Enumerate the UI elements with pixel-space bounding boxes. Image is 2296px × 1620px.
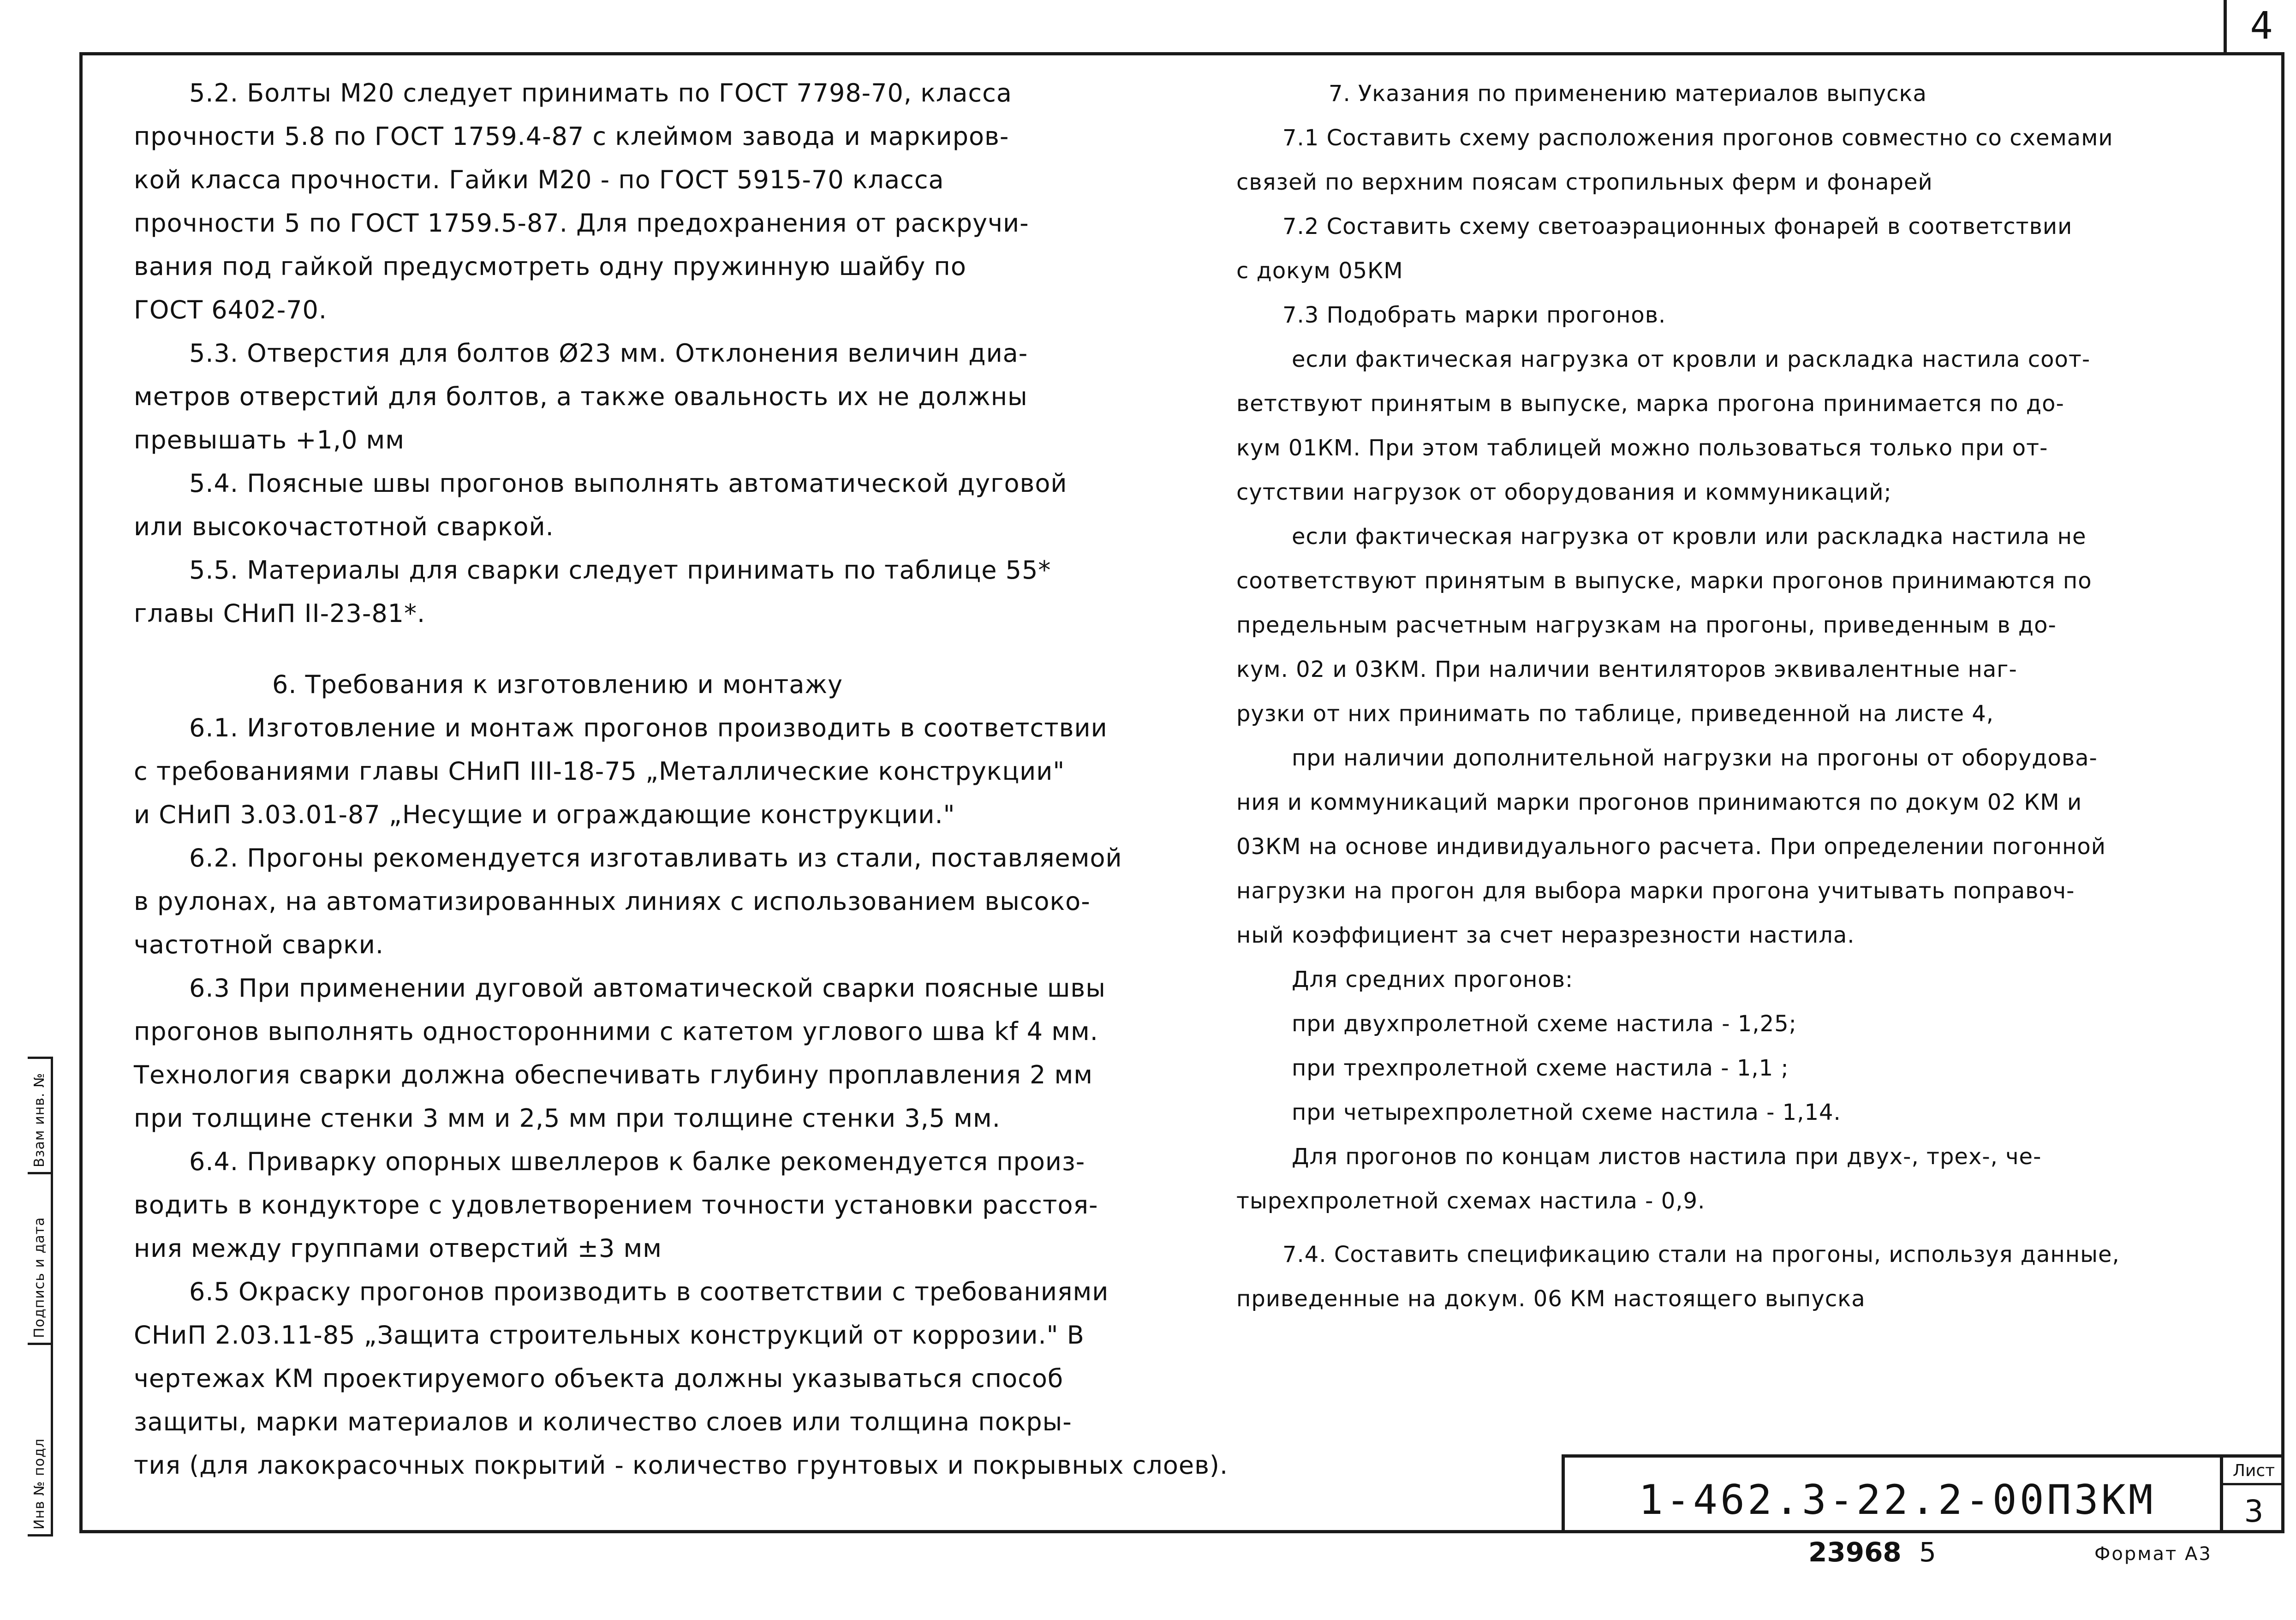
- text-line: кой класса прочности. Гайки М20 - по ГОСТ 5915-70 класса: [134, 165, 944, 194]
- text-line: тия (для лакокрасочных покрытий - количество грунтовых и покрывных слоев).: [134, 1451, 1229, 1480]
- title-block: [1562, 1454, 2284, 1533]
- section-heading: 7. Указания по применению материалов выпуска: [1329, 81, 1927, 107]
- paper-format: Формат А3: [2094, 1543, 2212, 1565]
- text-line: частотной сварки.: [134, 930, 384, 959]
- text-line: соответствуют принятым в выпуске, марки прогонов принимаются по: [1236, 568, 2092, 594]
- text-line: 03КМ на основе индивидуального расчета. При определении погонной: [1236, 834, 2106, 860]
- text-line: рузки от них принимать по таблице, приведенной на листе 4,: [1236, 701, 1994, 727]
- text-line: 5.4. Поясные швы прогонов выполнять автоматической дуговой: [189, 469, 1067, 498]
- text-line: 6.4. Приварку опорных швеллеров к балке рекомендуется произ-: [189, 1147, 1085, 1176]
- text-line: главы СНиП II-23-81*.: [134, 599, 426, 628]
- text-line: связей по верхним поясам стропильных ферм и фонарей: [1236, 169, 1933, 195]
- vertical-stamp-column: [28, 1057, 53, 1536]
- text-line: защиты, марки материалов и количество слоев или толщина покры-: [134, 1407, 1072, 1436]
- text-line: и СНиП 3.03.01-87 „Несущие и ограждающие конструкции.": [134, 800, 955, 829]
- text-line: кум 01КМ. При этом таблицей можно пользоваться только при от-: [1236, 435, 2048, 461]
- text-line: прогонов выполнять односторонними с катетом углового шва kf 4 мм.: [134, 1017, 1098, 1046]
- text-line: приведенные на докум. 06 КМ настоящего выпуска: [1236, 1286, 1866, 1312]
- text-line: сутствии нагрузок от оборудования и коммуникаций;: [1236, 479, 1892, 505]
- text-line: 7.4. Составить спецификацию стали на прогоны, используя данные,: [1282, 1242, 2120, 1267]
- text-line: с докум 05КМ: [1236, 258, 1403, 284]
- footer-mid-number: 5: [1919, 1536, 1936, 1568]
- text-line: в рулонах, на автоматизированных линиях с использованием высоко-: [134, 887, 1091, 916]
- text-line: ния между группами отверстий ±3 мм: [134, 1234, 662, 1263]
- text-line: 6.3 При применении дуговой автоматической сварки поясные швы: [189, 974, 1106, 1003]
- sheet-label: Лист: [2223, 1461, 2284, 1485]
- text-line: 5.5. Материалы для сварки следует принимать по таблице 55*: [189, 556, 1051, 585]
- text-line: при трехпролетной схеме настила - 1,1 ;: [1292, 1055, 1789, 1081]
- text-line: при четырехпролетной схеме настила - 1,14.: [1292, 1100, 1841, 1125]
- text-line: ния и коммуникаций марки прогонов принимаются по докум 02 КМ и: [1236, 789, 2082, 815]
- text-line: если фактическая нагрузка от кровли или раскладка настила не: [1292, 524, 2087, 550]
- text-line: или высокочастотной сваркой.: [134, 512, 554, 541]
- text-line: Для прогонов по концам листов настила при двух-, трех-, че-: [1292, 1144, 2042, 1170]
- sheet-cell: [2220, 1458, 2284, 1533]
- text-line: 5.3. Отверстия для болтов Ø23 мм. Отклонения величин диа-: [189, 339, 1028, 368]
- text-line: ветствуют принятым в выпуске, марка прогона принимается по до-: [1236, 391, 2064, 417]
- text-line: 6.2. Прогоны рекомендуется изготавливать из стали, поставляемой: [189, 843, 1122, 873]
- text-line: чертежах КМ проектируемого объекта должны указываться способ: [134, 1364, 1064, 1393]
- stamp-inventory-label: Инв № подл: [31, 1438, 48, 1530]
- text-line: СНиП 2.03.11-85 „Защита строительных конструкций от коррозии." В: [134, 1321, 1085, 1350]
- inventory-number: 23968: [1808, 1536, 1902, 1568]
- text-line: прочности 5.8 по ГОСТ 1759.4-87 с клеймом завода и маркиров-: [134, 122, 1009, 151]
- text-line: водить в кондукторе с удовлетворением точности установки расстоя-: [134, 1190, 1098, 1219]
- text-line: кум. 02 и 03КМ. При наличии вентиляторов эквивалентные наг-: [1236, 657, 2017, 682]
- text-line: 5.2. Болты М20 следует принимать по ГОСТ 7798-70, класса: [189, 78, 1012, 108]
- text-line: Для средних прогонов:: [1292, 967, 1574, 992]
- stamp-replacement-inventory-label: Взам инв. №: [31, 1072, 48, 1167]
- text-line: при двухпролетной схеме настила - 1,25;: [1292, 1011, 1797, 1037]
- text-line: с требованиями главы СНиП III-18-75 „Металлические конструкции": [134, 757, 1065, 786]
- text-line: предельным расчетным нагрузкам на прогоны, приведенным в до-: [1236, 612, 2057, 638]
- text-line: 7.3 Подобрать марки прогонов.: [1282, 302, 1666, 328]
- text-line: превышать +1,0 мм: [134, 425, 405, 454]
- section-heading: 6. Требования к изготовлению и монтажу: [272, 670, 843, 699]
- text-line: 7.2 Составить схему светоаэрационных фонарей в соответствии: [1282, 214, 2073, 239]
- text-line: тырехпролетной схемах настила - 0,9.: [1236, 1188, 1706, 1214]
- text-line: 6.1. Изготовление и монтаж прогонов производить в соответствии: [189, 713, 1108, 742]
- text-line: прочности 5 по ГОСТ 1759.5-87. Для предохранения от раскручи-: [134, 209, 1029, 238]
- text-line: если фактическая нагрузка от кровли и раскладка настила соот-: [1292, 347, 2091, 372]
- text-line: 7.1 Составить схему расположения прогонов совместно со схемами: [1282, 125, 2113, 151]
- text-line: метров отверстий для болтов, а также овальность их не должны: [134, 382, 1028, 411]
- text-line: при толщине стенки 3 мм и 2,5 мм при толщине стенки 3,5 мм.: [134, 1104, 1001, 1133]
- text-line: при наличии дополнительной нагрузки на прогоны от оборудова-: [1292, 745, 2098, 771]
- document-code: 1-462.3-22.2-00ПЗКМ: [1639, 1476, 2156, 1524]
- text-line: Технология сварки должна обеспечивать глубину проплавления 2 мм: [134, 1060, 1093, 1089]
- text-line: вания под гайкой предусмотреть одну пружинную шайбу по: [134, 252, 966, 281]
- text-line: нагрузки на прогон для выбора марки прогона учитывать поправоч-: [1236, 878, 2075, 904]
- corner-sheet-number: 4: [2224, 0, 2296, 52]
- stamp-signature-date-label: Подпись и дата: [31, 1217, 48, 1338]
- text-line: ный коэффициент за счет неразрезности настила.: [1236, 922, 1855, 948]
- text-line: 6.5 Окраску прогонов производить в соответствии с требованиями: [189, 1277, 1109, 1306]
- text-line: ГОСТ 6402-70.: [134, 295, 328, 324]
- sheet-number: 3: [2244, 1494, 2264, 1529]
